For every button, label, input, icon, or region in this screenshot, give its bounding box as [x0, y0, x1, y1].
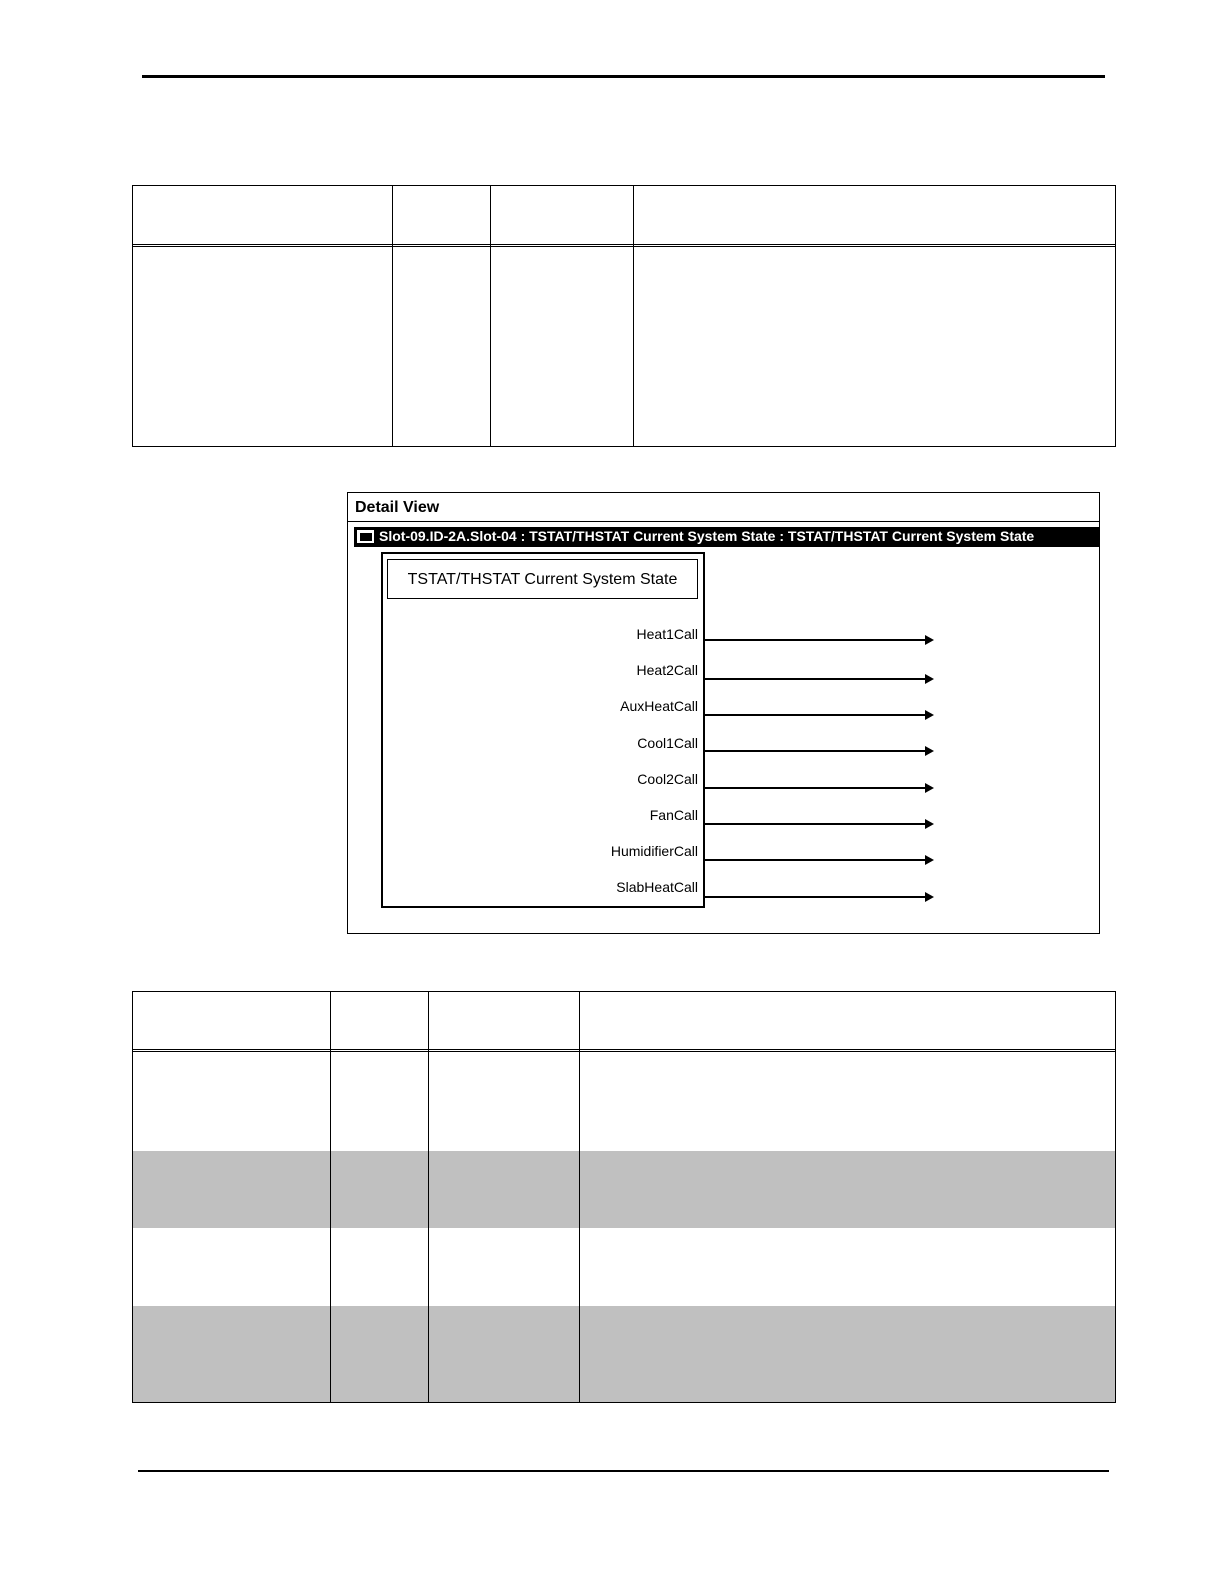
- output-label-humidifiercall: HumidifierCall: [610, 843, 698, 859]
- output-connector-fancall[interactable]: [705, 823, 926, 825]
- detail-view-divider: [348, 521, 1099, 522]
- output-connector-humidifiercall[interactable]: [705, 859, 926, 861]
- detail-view-title: Detail View: [355, 499, 440, 516]
- output-label-slabheatcall: SlabHeatCall: [616, 879, 698, 895]
- function-block-title-box: [387, 559, 698, 599]
- function-block-title: TSTAT/THSTAT Current System State: [407, 571, 678, 588]
- output-connector-heat1call[interactable]: [705, 639, 926, 641]
- block-icon: [357, 530, 374, 543]
- output-connector-slabheatcall[interactable]: [705, 896, 926, 898]
- output-label-cool1call: Cool1Call: [637, 735, 698, 751]
- output-label-heat2call: Heat2Call: [636, 662, 698, 678]
- table-1-column-divider: [490, 186, 491, 446]
- arrow-head-icon: [925, 746, 934, 756]
- table-2-row: [133, 1228, 1115, 1306]
- footer-rule: [138, 1470, 1109, 1472]
- table-2-column-divider: [330, 992, 331, 1402]
- table-2-column-divider: [579, 992, 580, 1402]
- table-1: [132, 185, 1116, 447]
- table-2-row: [133, 1151, 1115, 1228]
- table-1-column-divider: [633, 186, 634, 446]
- detail-view-panel[interactable]: [347, 492, 1100, 934]
- table-1-header-row: [133, 186, 1115, 247]
- arrow-head-icon: [925, 635, 934, 645]
- table-2: [132, 991, 1116, 1403]
- arrow-head-icon: [925, 674, 934, 684]
- table-2-header-row: [133, 992, 1115, 1052]
- table-2-column-divider: [428, 992, 429, 1402]
- arrow-head-icon: [925, 892, 934, 902]
- table-2-row: [133, 1306, 1115, 1402]
- arrow-head-icon: [925, 783, 934, 793]
- arrow-head-icon: [925, 819, 934, 829]
- detail-view-path: Slot-09.ID-2A.Slot-04 : TSTAT/THSTAT Current System State : TSTAT/THSTAT Current System State: [379, 528, 1035, 544]
- detail-view-path-bar[interactable]: [354, 527, 1100, 547]
- output-label-heat1call: Heat1Call: [636, 626, 698, 642]
- output-label-cool2call: Cool2Call: [637, 771, 698, 787]
- output-connector-auxheatcall[interactable]: [705, 714, 926, 716]
- output-label-fancall: FanCall: [649, 807, 698, 823]
- output-connector-heat2call[interactable]: [705, 678, 926, 680]
- output-label-auxheatcall: AuxHeatCall: [620, 698, 698, 714]
- arrow-head-icon: [925, 855, 934, 865]
- arrow-head-icon: [925, 710, 934, 720]
- table-1-column-divider: [392, 186, 393, 446]
- header-rule: [142, 75, 1105, 78]
- table-2-row: [133, 1052, 1115, 1151]
- output-connector-cool2call[interactable]: [705, 787, 926, 789]
- output-connector-cool1call[interactable]: [705, 750, 926, 752]
- function-block[interactable]: [381, 552, 705, 908]
